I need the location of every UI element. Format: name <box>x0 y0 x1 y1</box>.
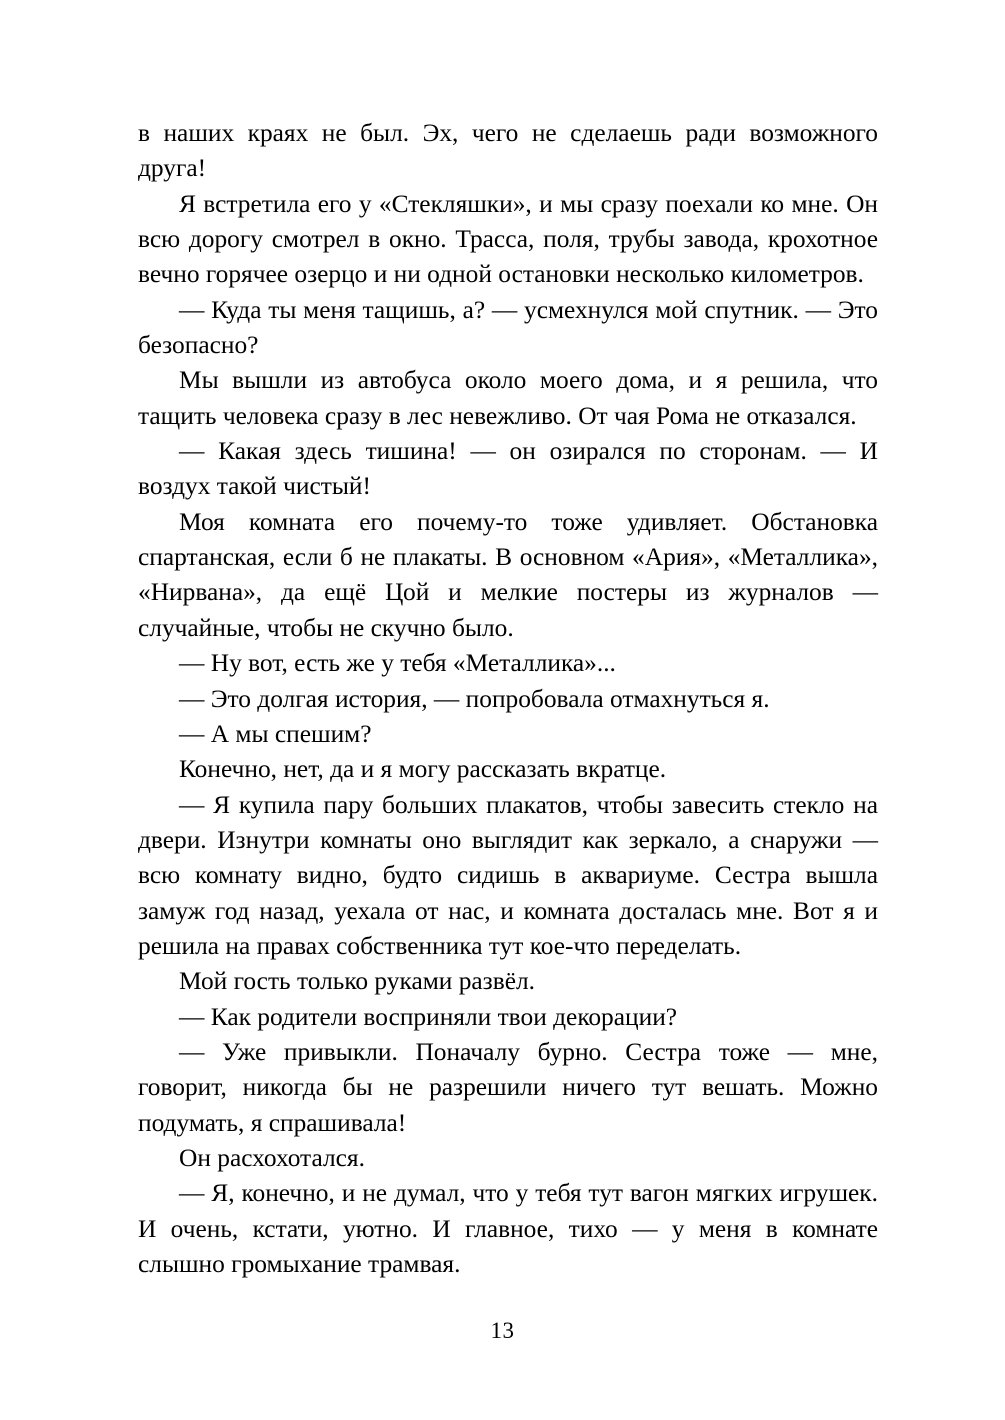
paragraph-continuation: в наших краях не был. Эх, чего не сделаешь ради возможного друга! <box>138 119 878 183</box>
page-text-column <box>138 116 878 1282</box>
paragraph: Я встретила его у «Стекляшки», и мы сразу поехали ко мне. Он всю дорогу смотрел в окно. Трасса, поля, трубы завода, крохотное вечно горячее озерцо и ни одной остановки несколько километров. <box>138 189 878 289</box>
paragraph: Он расхохотался. <box>179 1143 365 1172</box>
dialogue-paragraph: — Я купила пару больших плакатов, чтобы завесить стекло на двери. Изнутри комнаты оно выглядит как зеркало, а снаружи — всю комнату видно, будто сидишь в аквариуме. Сестра вышла замуж год назад, уехала от нас, и комната досталась мне. Вот я и решила на правах собственника тут кое-что переделать. <box>138 790 878 960</box>
page-number: 13 <box>490 1318 515 1343</box>
dialogue-paragraph: — Уже привыкли. Поначалу бурно. Сестра тоже — мне, говорит, никогда бы не разрешили ничего тут вешать. Можно подумать, я спрашивала! <box>138 1037 878 1137</box>
dialogue-paragraph: — Какая здесь тишина! — он озирался по сторонам. — И воздух такой чистый! <box>138 437 878 501</box>
paragraph: Моя комната его почему-то тоже удивляет. Обстановка спартанская, если б не плакаты. В основном «Ария», «Металлика», «Нирвана», да ещё Цой и мелкие постеры из журналов — случайные, чтобы не скучно было. <box>138 507 878 642</box>
dialogue-paragraph: — Ну вот, есть же у тебя «Металлика»... <box>179 649 616 678</box>
dialogue-paragraph: — Я, конечно, и не думал, что у тебя тут вагон мягких игрушек. И очень, кстати, уютно. И главное, тихо — у меня в комнате слышно громыхание трамвая. <box>138 1179 878 1278</box>
dialogue-paragraph: — Куда ты меня тащишь, а? — усмехнулся мой спутник. — Это безопасно? <box>138 295 878 360</box>
paragraph: Мы вышли из автобуса около моего дома, и я решила, что тащить человека сразу в лес невежливо. От чая Рома не отказался. <box>138 366 878 430</box>
paragraph: Мой гость только руками развёл. <box>179 967 535 996</box>
dialogue-paragraph: — А мы спешим? <box>179 719 372 748</box>
paragraph: Конечно, нет, да и я могу рассказать вкратце. <box>179 755 667 784</box>
dialogue-paragraph: — Это долгая история, — попробовала отмахнуться я. <box>179 684 770 713</box>
dialogue-paragraph: — Как родители восприняли твои декорации? <box>179 1002 678 1031</box>
